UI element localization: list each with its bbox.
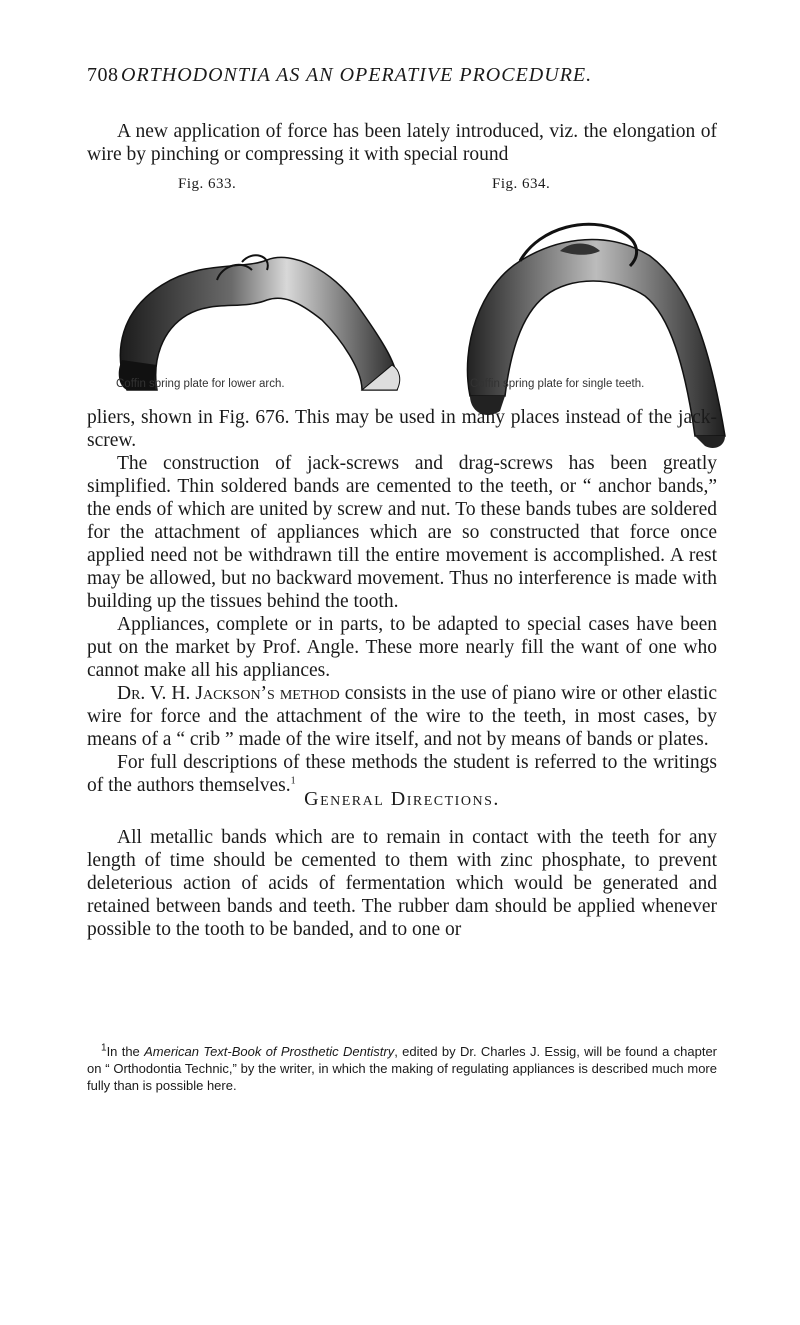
footnote-number: 1 xyxy=(101,1042,107,1054)
footnote-after: , edited by Dr. Charles J. Essig, will be found a chapter on “ Orthodontia Technic,” by the writer, in which the making of regulating appliances is described much more fully than is possible here. xyxy=(87,1044,718,1093)
figure-caption-634: Coffin spring plate for single teeth. xyxy=(470,378,645,390)
intro-paragraph: A new application of force has been lately introduced, viz. the elongation of wire by pinching or compressing it with special round xyxy=(87,121,717,165)
paragraph: The construction of jack-screws and drag-screws has been greatly simplified. Thin soldered bands are cemented to the teeth, or “ anchor bands,” the ends of which are united by screw and nut. To these bands tubes are soldered for the attachment of appliances which are so constructed that force once applied need not be withdrawn till the entire movement is accomplished. A rest may be allowed, but no backward movement. Thus no interference is made with building up the tissues behind the tooth. xyxy=(87,453,717,612)
footnote-book-title: American Text-Book of Prosthetic Dentistry xyxy=(144,1044,395,1059)
paragraph-text: consists in the use of piano wire or other elastic wire for force and the attachment of the wire to the teeth, in most cases, by means of a “ crib ” made of the wire itself, and not by means of bands or plates. xyxy=(87,683,717,750)
footnote xyxy=(87,1043,717,1094)
figure-633-illustration xyxy=(92,200,412,400)
footnote-marker: 1 xyxy=(290,775,296,787)
jackson-lead: Dr. V. H. Jackson’s method xyxy=(117,683,340,704)
running-header xyxy=(87,64,727,92)
footnote-before: In the xyxy=(106,1044,145,1059)
paragraph xyxy=(87,682,717,751)
figure-label-634: Fig. 634. xyxy=(492,176,551,192)
running-title: ORTHODONTIA AS AN OPERATIVE PROCEDURE. xyxy=(121,64,593,86)
figure-label-633: Fig. 633. xyxy=(178,176,237,192)
section-paragraph: All metallic bands which are to remain in contact with the teeth for any length of time should be cemented to them with zinc phosphate, to prevent deleterious action of acids of fermentation which would be generated and retained between bands and teeth. The rubber dam should be applied whenever possible to the tooth to be banded, and to one or xyxy=(87,827,717,940)
paragraph: Appliances, complete or in parts, to be adapted to special cases have been put on the market by Prof. Angle. These more nearly fill the want of one who cannot make all his appliances. xyxy=(87,614,717,681)
page-number: 708 xyxy=(87,64,119,86)
body-text xyxy=(87,406,717,797)
figure-caption-633: Coffin spring plate for lower arch. xyxy=(116,378,285,390)
section-heading: General Directions. xyxy=(304,788,500,810)
paragraph: pliers, shown in Fig. 676. This may be used in many places instead of the jack-screw. xyxy=(87,407,717,451)
paragraph-text: For full descriptions of these methods the student is referred to the writings of the authors themselves. xyxy=(87,752,717,796)
